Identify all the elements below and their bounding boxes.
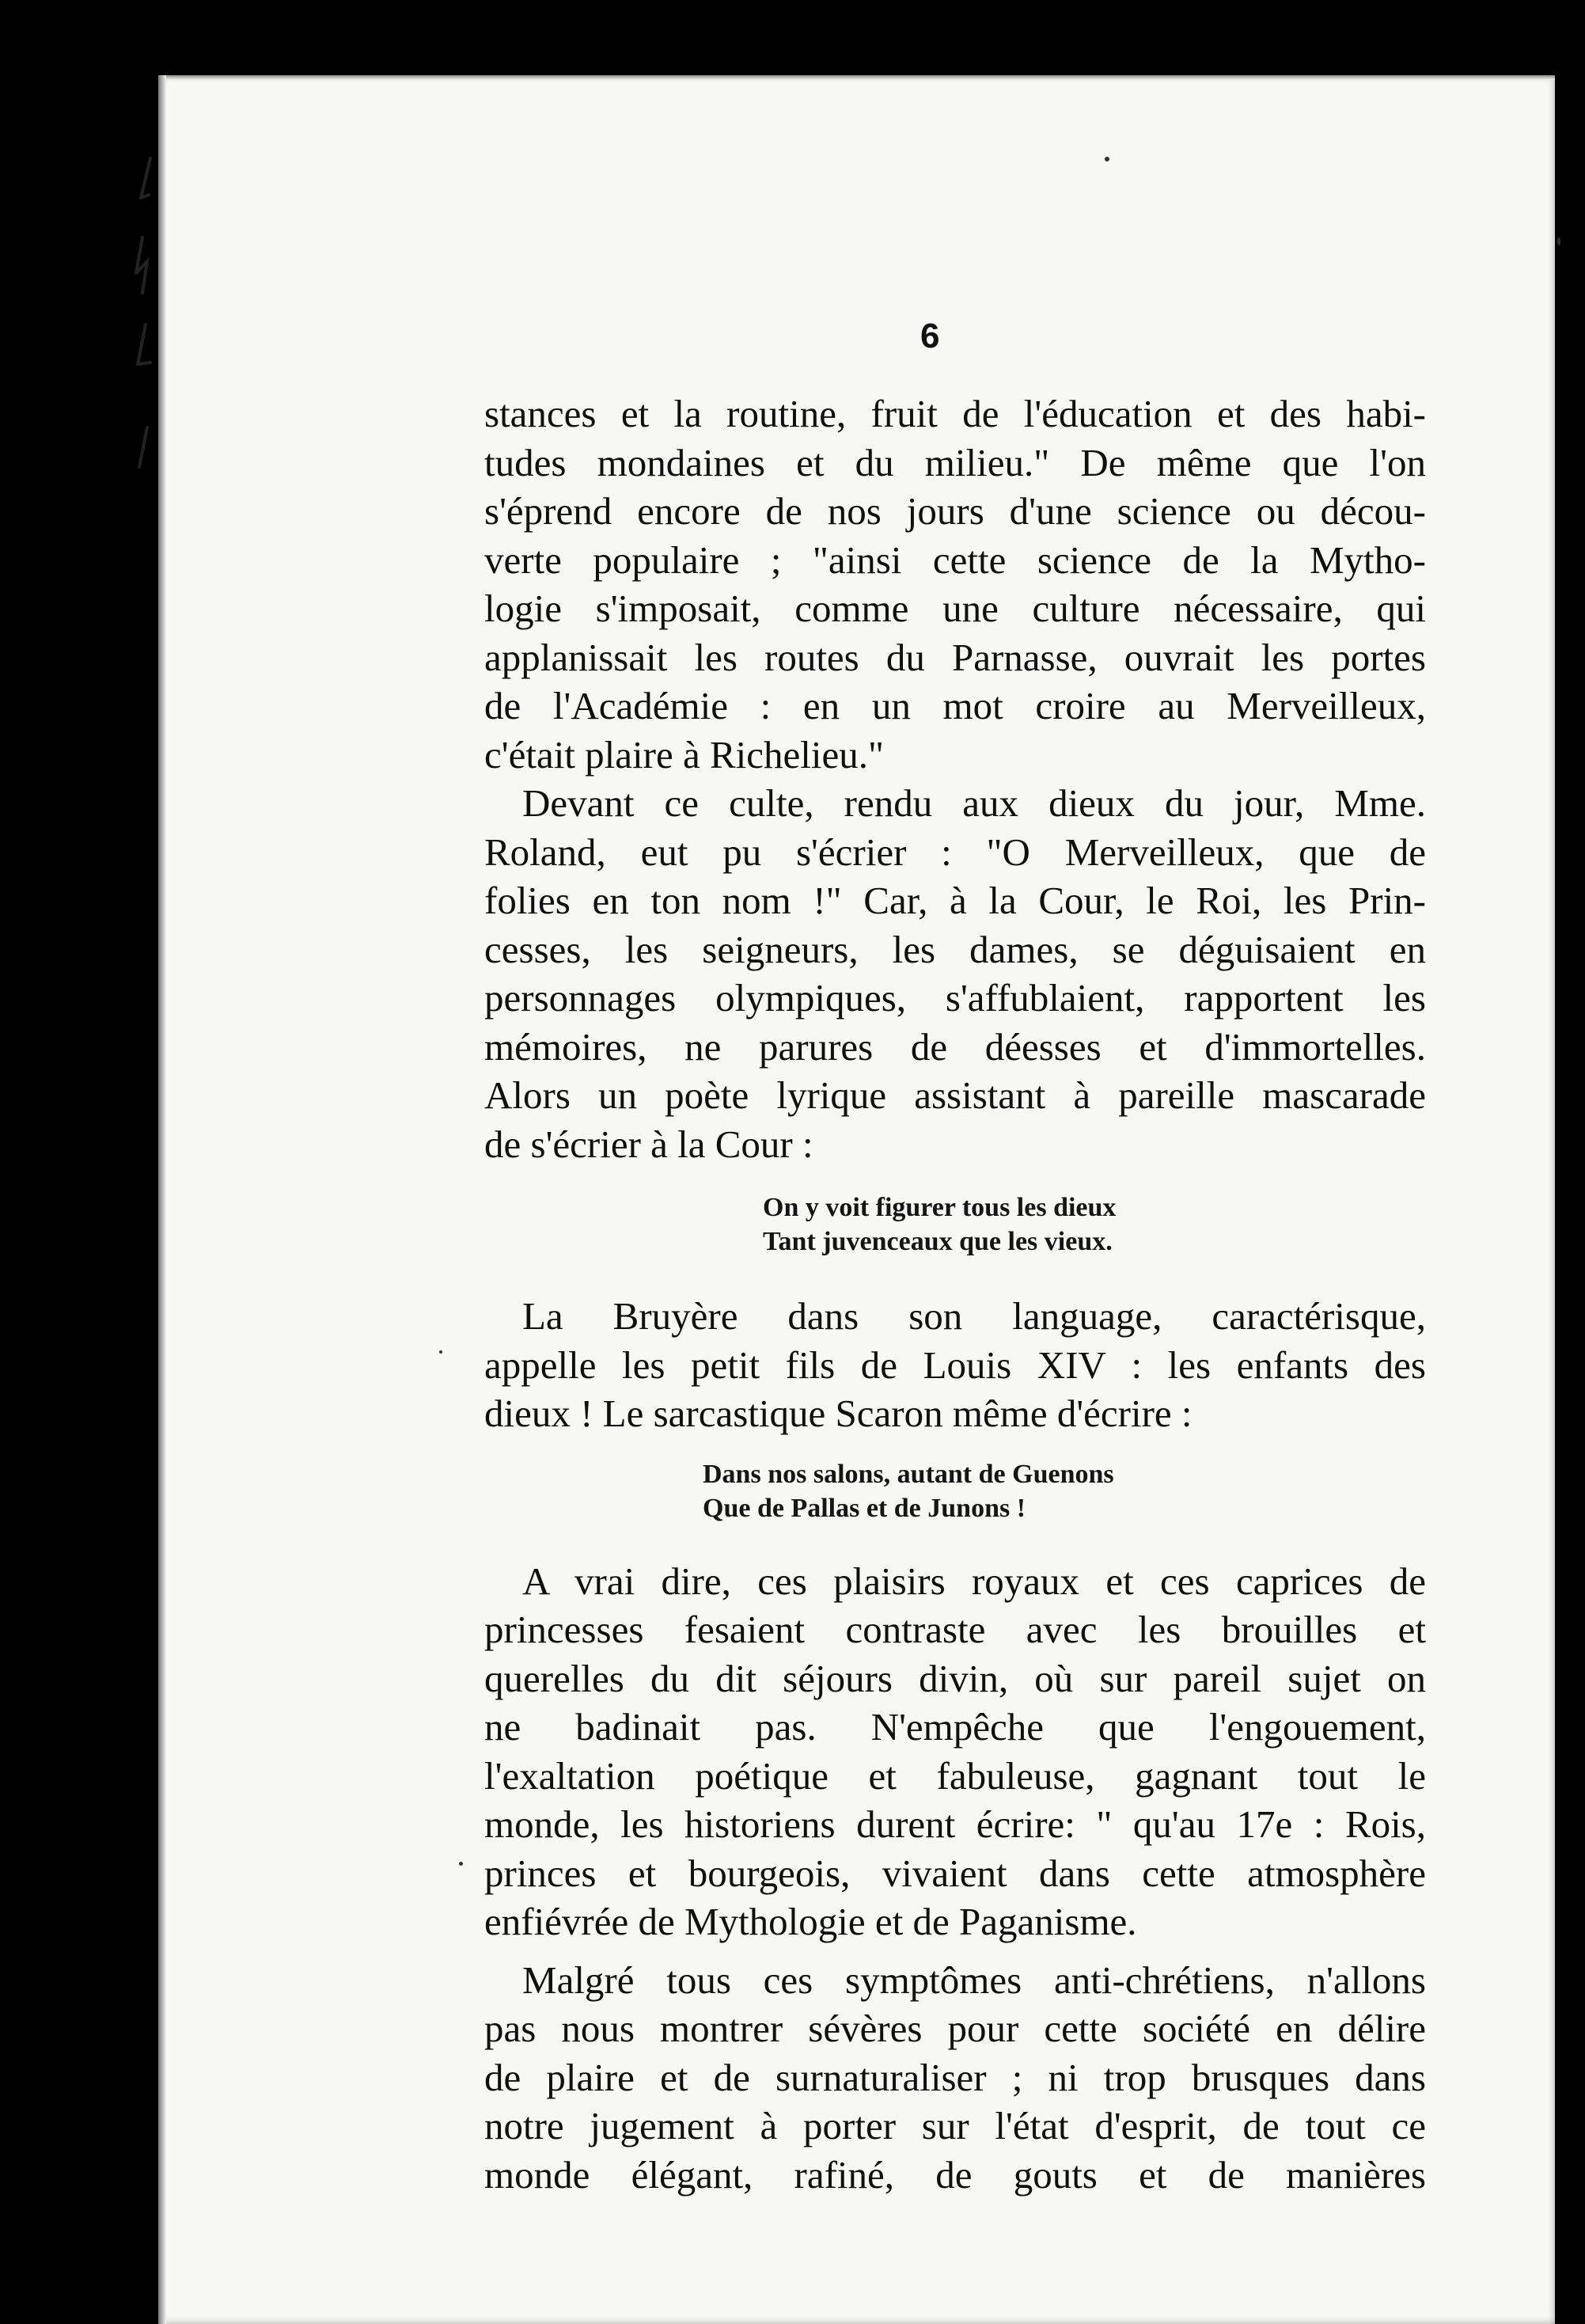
text-line: cesses, les seigneurs, les dames, se déguisaient en bbox=[484, 927, 1426, 971]
text-line: de s'écrier à la Cour : bbox=[484, 1122, 813, 1166]
text-line: c'était plaire à Richelieu." bbox=[484, 732, 884, 777]
text-line: de plaire et de surnaturaliser ; ni trop brusques dans bbox=[484, 2055, 1426, 2099]
speck-dot bbox=[439, 1350, 442, 1354]
text-line: l'exaltation poétique et fabuleuse, gagnant tout le bbox=[484, 1753, 1426, 1798]
text-line: monde, les historiens durent écrire: " qu'au 17e : Rois, bbox=[484, 1802, 1426, 1846]
text-line: dieux ! Le sarcastique Scaron même d'écrire : bbox=[484, 1392, 1193, 1435]
text-line: Roland, eut pu s'écrier : "O Merveilleux, que de bbox=[484, 830, 1426, 874]
paragraph-2 bbox=[484, 779, 1426, 1168]
text-line: querelles du dit séjours divin, où sur pareil sujet on bbox=[484, 1656, 1426, 1700]
page-body bbox=[484, 389, 1426, 2199]
page-number: 6 bbox=[920, 317, 940, 355]
text-line: ne badinait pas. N'empêche que l'engouement, bbox=[484, 1705, 1426, 1749]
text-line: La Bruyère dans son language, caractérisque, bbox=[522, 1294, 1426, 1338]
text-line: de l'Académie : en un mot croire au Merveilleux, bbox=[484, 684, 1426, 727]
text-line: Alors un poète lyrique assistant à pareille mascarade bbox=[484, 1073, 1426, 1117]
text-line: princes et bourgeois, vivaient dans cette atmosphère bbox=[484, 1851, 1426, 1895]
speck-dot bbox=[1557, 237, 1560, 245]
verse-quote-2 bbox=[703, 1457, 1426, 1525]
text-line: logie s'imposait, comme une culture nécessaire, qui bbox=[484, 587, 1426, 630]
speck-dot bbox=[459, 1862, 463, 1866]
text-line: mémoires, ne parures de déesses et d'immortelles. bbox=[484, 1024, 1426, 1069]
text-line: tudes mondaines et du milieu." De même que l'on bbox=[484, 440, 1426, 484]
verse-quote-1 bbox=[763, 1190, 1426, 1259]
scan-border-right bbox=[1555, 0, 1585, 2324]
text-line: stances et la routine, fruit de l'éducation et des habi- bbox=[484, 392, 1426, 435]
text-line: pas nous montrer sévères pour cette société en délire bbox=[484, 2007, 1426, 2050]
text-line: verte populaire ; "ainsi cette science de la Mytho- bbox=[484, 537, 1426, 582]
text-line: Malgré tous ces symptômes anti-chrétiens, n'allons bbox=[522, 1958, 1426, 2002]
verse-line: On y voit figurer tous les dieux bbox=[763, 1193, 1117, 1222]
verse-line: Que de Pallas et de Junons ! bbox=[703, 1493, 1026, 1523]
text-line: Devant ce culte, rendu aux dieux du jour, Mme. bbox=[522, 781, 1426, 825]
text-line: applanissait les routes du Parnasse, ouvrait les portes bbox=[484, 635, 1426, 679]
text-line: folies en ton nom !" Car, à la Cour, le Roi, les Prin- bbox=[484, 879, 1426, 922]
verse-line: Dans nos salons, autant de Guenons bbox=[703, 1459, 1114, 1489]
paragraph-5 bbox=[484, 1956, 1426, 2200]
handwritten-margin-marks bbox=[119, 142, 174, 491]
speck-dot bbox=[1105, 157, 1109, 161]
text-line: appelle les petit fils de Louis XIV : les enfants des bbox=[484, 1342, 1426, 1387]
text-line: enfiévrée de Mythologie et de Paganisme. bbox=[484, 1900, 1137, 1943]
text-line: s'éprend encore de nos jours d'une science ou décou- bbox=[484, 489, 1426, 533]
text-line: notre jugement à porter sur l'état d'esprit, de tout ce bbox=[484, 2104, 1426, 2147]
text-line: A vrai dire, ces plaisirs royaux et ces caprices de bbox=[522, 1559, 1426, 1603]
text-line: princesses fesaient contraste avec les brouilles et bbox=[484, 1608, 1426, 1651]
text-line: monde élégant, rafiné, de gouts et de manières bbox=[484, 2152, 1426, 2197]
paper-top-edge bbox=[158, 75, 1555, 80]
verse-line: Tant juvenceaux que les vieux. bbox=[763, 1227, 1113, 1256]
paragraph-3 bbox=[484, 1292, 1426, 1438]
text-line: personnages olympiques, s'affublaient, rapportent les bbox=[484, 976, 1426, 1020]
paragraph-1 bbox=[484, 389, 1426, 779]
paragraph-4 bbox=[484, 1557, 1426, 1946]
